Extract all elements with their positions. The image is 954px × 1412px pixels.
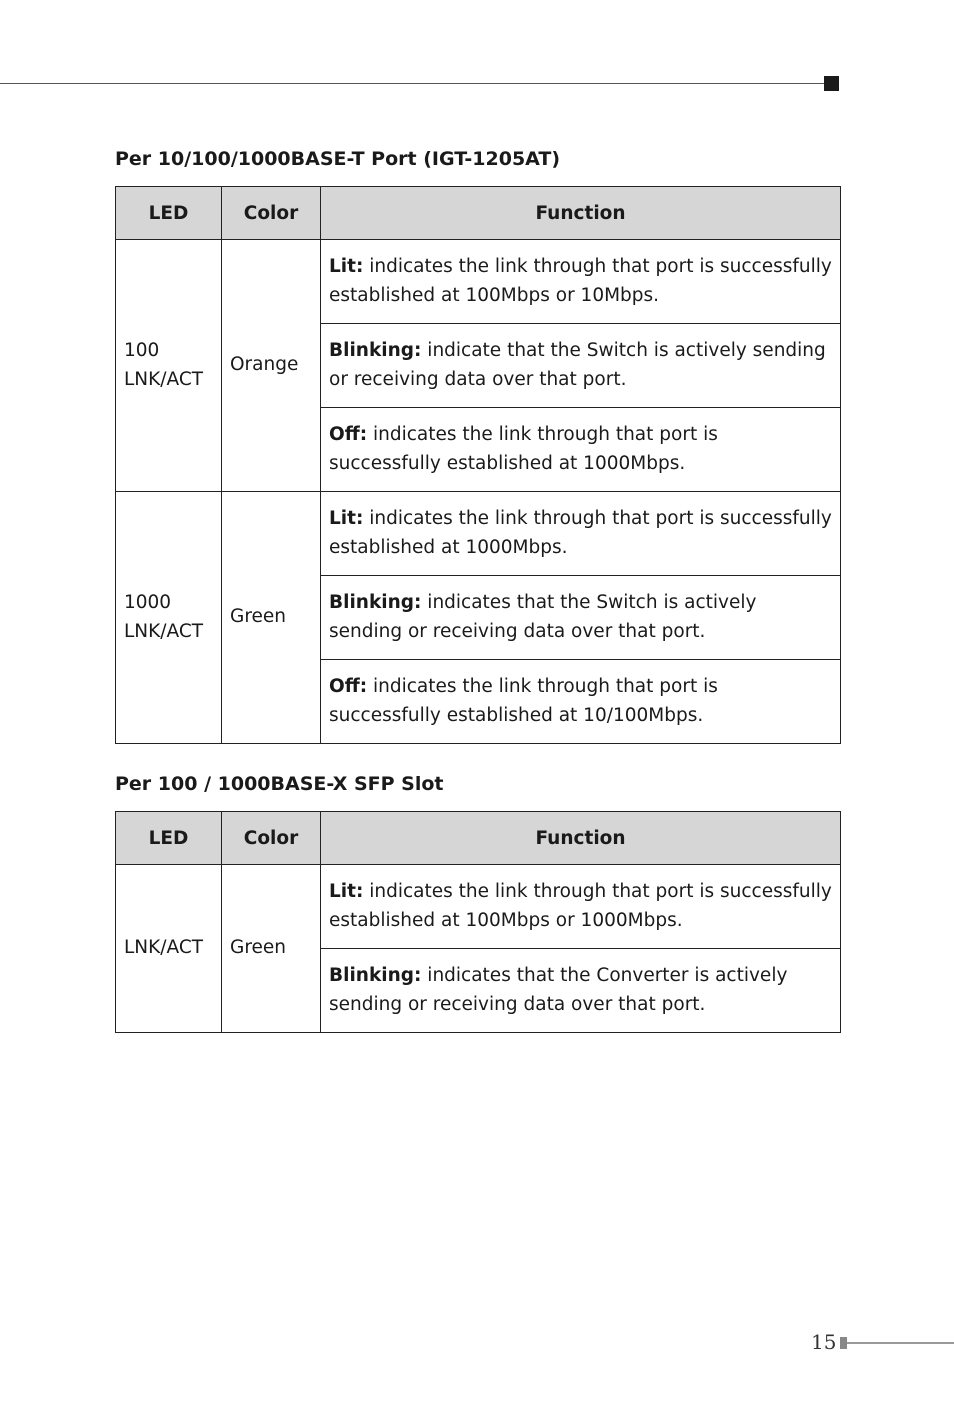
table-row xyxy=(116,240,841,324)
function-cell xyxy=(321,949,841,1033)
state-description: indicate that the Switch is actively sending or receiving data over that port. xyxy=(329,340,826,390)
section-title-base-t: Per 10/100/1000BASE-T Port (IGT-1205AT) xyxy=(115,148,561,170)
function-cell xyxy=(321,408,841,492)
table-row xyxy=(116,492,841,576)
led-cell: 1000 LNK/ACT xyxy=(116,492,222,744)
color-cell: Green xyxy=(222,865,321,1033)
footer-marker xyxy=(840,1337,847,1349)
state-description: indicates the link through that port is successfully established at 100Mbps or 1000Mbps. xyxy=(329,881,832,931)
function-cell xyxy=(321,492,841,576)
page-number: 15 xyxy=(811,1330,837,1354)
state-description: indicates the link through that port is successfully established at 100Mbps or 10Mbps. xyxy=(329,256,832,306)
header-function: Function xyxy=(321,187,841,240)
state-description: indicates the link through that port is successfully established at 1000Mbps. xyxy=(329,508,832,558)
led-table-base-t xyxy=(115,186,841,744)
table-header-row xyxy=(116,187,841,240)
function-cell xyxy=(321,324,841,408)
state-label: Off: xyxy=(329,424,368,445)
function-cell xyxy=(321,660,841,744)
header-led: LED xyxy=(116,812,222,865)
header-color: Color xyxy=(222,812,321,865)
header-rule xyxy=(0,83,826,84)
function-cell xyxy=(321,576,841,660)
state-label: Blinking: xyxy=(329,965,422,986)
header-color: Color xyxy=(222,187,321,240)
state-label: Lit: xyxy=(329,508,364,529)
header-function: Function xyxy=(321,812,841,865)
state-description: indicates the link through that port is successfully established at 10/100Mbps. xyxy=(329,676,718,726)
header-led: LED xyxy=(116,187,222,240)
function-cell xyxy=(321,865,841,949)
color-cell: Orange xyxy=(222,240,321,492)
header-square-marker xyxy=(824,76,839,91)
state-description: indicates that the Converter is actively sending or receiving data over that port. xyxy=(329,965,788,1015)
state-description: indicates that the Switch is actively sending or receiving data over that port. xyxy=(329,592,757,642)
state-label: Blinking: xyxy=(329,340,422,361)
led-cell: LNK/ACT xyxy=(116,865,222,1033)
color-cell: Green xyxy=(222,492,321,744)
section-title-sfp-slot: Per 100 / 1000BASE-X SFP Slot xyxy=(115,773,444,795)
state-description: indicates the link through that port is successfully established at 1000Mbps. xyxy=(329,424,718,474)
state-label: Lit: xyxy=(329,256,364,277)
table-row xyxy=(116,865,841,949)
footer-rule xyxy=(847,1342,954,1344)
led-cell: 100 LNK/ACT xyxy=(116,240,222,492)
state-label: Blinking: xyxy=(329,592,422,613)
function-cell xyxy=(321,240,841,324)
table-header-row xyxy=(116,812,841,865)
state-label: Lit: xyxy=(329,881,364,902)
led-table-sfp-slot xyxy=(115,811,841,1033)
state-label: Off: xyxy=(329,676,368,697)
